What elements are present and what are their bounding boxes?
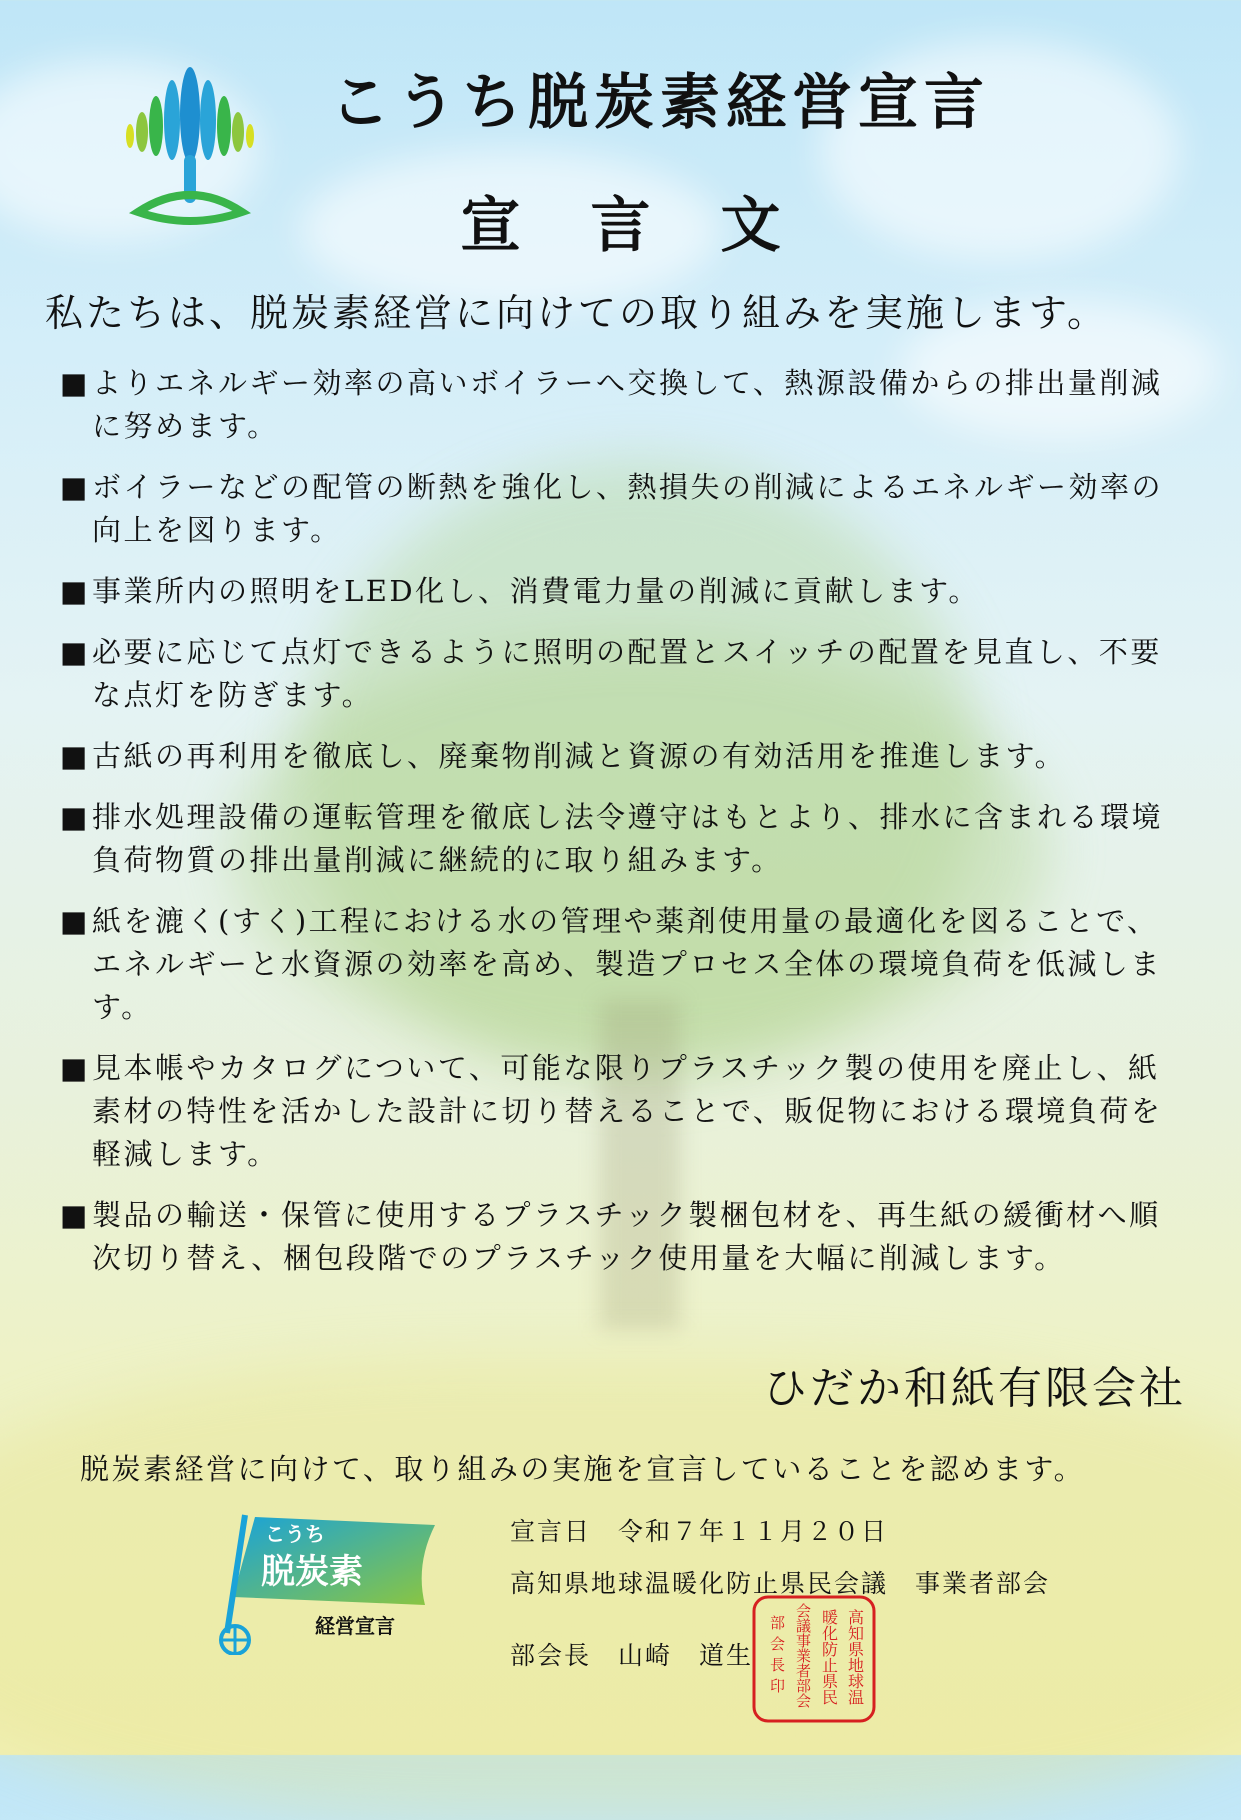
badge-line3: 経営宣言 [315,1614,395,1638]
square-bullet-icon: ■ [60,739,90,773]
list-item [60,735,1180,778]
company-name: ひだか和紙有限会社 [763,1363,1186,1414]
attestation-text: 脱炭素経営に向けて、取り組みの実施を宣言していることを認めます。 [80,1452,1086,1486]
svg-text:会議事業者部会: 会議事業者部会 [794,1603,812,1708]
square-bullet-icon: ■ [60,1051,90,1085]
list-item [60,796,1180,882]
list-item [60,362,1180,448]
list-item-text: 事業所内の照明をLED化し、消費電力量の削減に貢献します。 [92,574,980,608]
list-item-text: 必要に応じて点灯できるように照明の配置とスイッチの配置を見直し、不要な点灯を防ぎます。 [92,635,1162,712]
square-bullet-icon: ■ [60,904,90,938]
square-bullet-icon: ■ [60,635,90,669]
square-bullet-icon: ■ [60,800,90,834]
list-item [60,1194,1180,1280]
square-bullet-icon: ■ [60,470,90,504]
list-item-text: 排水処理設備の運転管理を徹底し法令遵守はもとより、排水に含まれる環境負荷物質の排出量削減に継続的に取り組みます。 [92,800,1164,877]
list-item [60,631,1180,717]
declaration-date: 宣言日 令和７年１１月２０日 [510,1517,889,1546]
page-subtitle: 宣言文 [460,191,851,261]
square-bullet-icon: ■ [60,574,90,608]
list-item [60,466,1180,552]
svg-text:暖化防止県民: 暖化防止県民 [819,1609,839,1705]
square-bullet-icon: ■ [60,1198,90,1232]
list-item [60,570,1180,613]
page-title: こうち脱炭素経営宣言 [330,68,990,138]
chair-name: 部会長 山崎 道生 [510,1641,754,1670]
declaration-list [60,362,1180,1298]
svg-text:部会長印: 部会長印 [768,1615,786,1699]
lead-statement: 私たちは、脱炭素経営に向けての取り組みを実施します。 [45,291,1108,335]
list-item-text: ボイラーなどの配管の断熱を強化し、熱損失の削減によるエネルギー効率の向上を図ります。 [92,470,1164,547]
official-seal-stamp [752,1595,876,1723]
list-item [60,900,1180,1029]
list-item-text: よりエネルギー効率の高いボイラーへ交換して、熱源設備からの排出量削減に努めます。 [92,366,1163,443]
list-item [60,1047,1180,1176]
list-item-text: 見本帳やカタログについて、可能な限りプラスチック製の使用を廃止し、紙素材の特性を活かした設計に切り替えることで、販促物における環境負荷を軽減します。 [92,1051,1163,1171]
badge-line1: こうち [265,1522,325,1546]
square-bullet-icon: ■ [60,366,90,400]
council-name: 高知県地球温暖化防止県民会議 事業者部会 [510,1569,1051,1598]
badge-line2: 脱炭素 [261,1552,363,1592]
svg-text:高知県地球温: 高知県地球温 [845,1609,865,1705]
list-item-text: 古紙の再利用を徹底し、廃棄物削減と資源の有効活用を推進します。 [92,739,1067,773]
list-item-text: 紙を漉く(すく)工程における水の管理や薬剤使用量の最適化を図ることで、エネルギーと水資源の効率を高め、製造プロセス全体の環境負荷を低減します。 [92,904,1162,1024]
list-item-text: 製品の輸送・保管に使用するプラスチック製梱包材を、再生紙の緩衝材へ順次切り替え、梱包段階でのプラスチック使用量を大幅に削減します。 [92,1198,1161,1275]
kochi-decarbonization-badge [215,1505,455,1655]
